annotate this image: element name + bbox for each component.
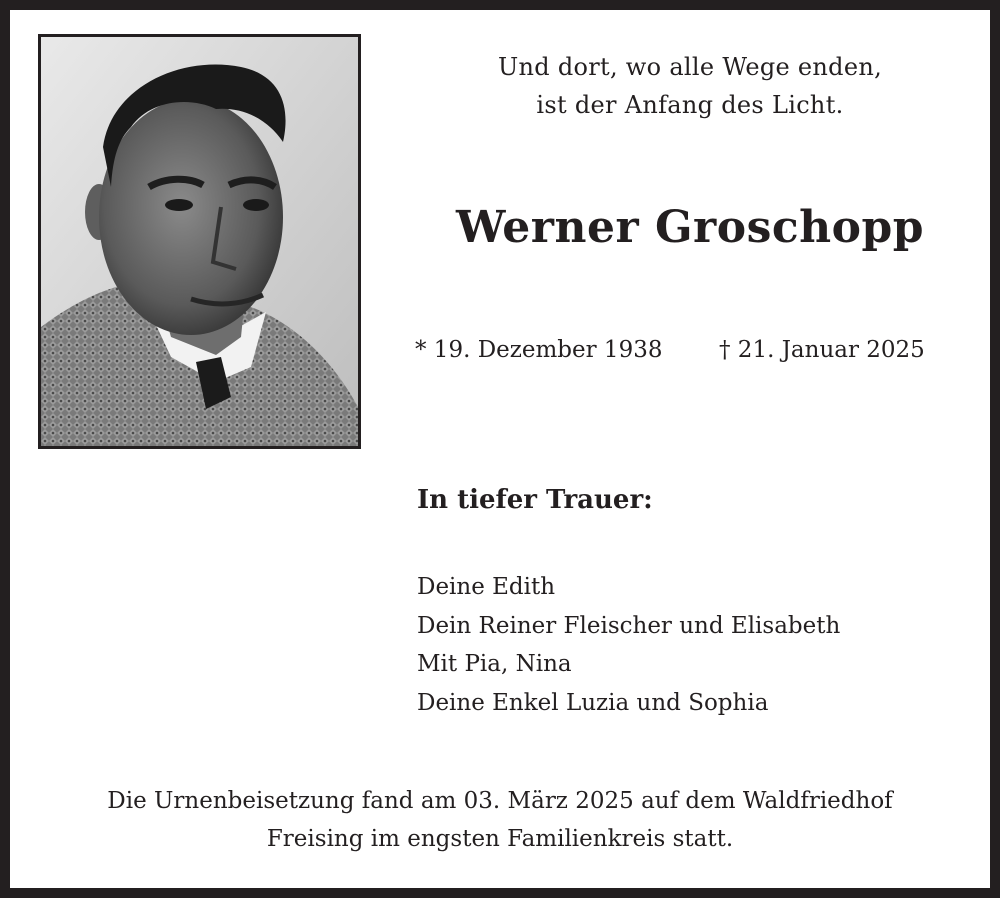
birth-date: * 19. Dezember 1938 [415,337,663,363]
portrait-photo [38,34,361,449]
burial-line-1: Die Urnenbeisetzung fand am 03. März 2025 auf dem Waldfriedhof [107,788,893,814]
mourner-item: Deine Enkel Luzia und Sophia [417,689,769,716]
deceased-name: Werner Groschopp [455,202,925,253]
burial-notice [30,782,970,858]
mourning-heading: In tiefer Trauer: [417,485,653,515]
burial-line-2: Freising im engsten Familienkreis statt. [266,826,734,852]
motto-line-1: Und dort, wo alle Wege enden, [497,53,883,81]
motto-quote [420,48,960,124]
mourners-list [417,568,840,722]
motto-line-2: ist der Anfang des Licht. [536,91,844,119]
mourner-item: Dein Reiner Fleischer und Elisabeth [417,612,841,639]
life-dates [415,330,975,370]
death-date: † 21. Januar 2025 [719,337,925,363]
mourner-item: Mit Pia, Nina [417,651,572,677]
portrait-image [41,37,358,446]
mourner-item: Deine Edith [417,574,556,600]
